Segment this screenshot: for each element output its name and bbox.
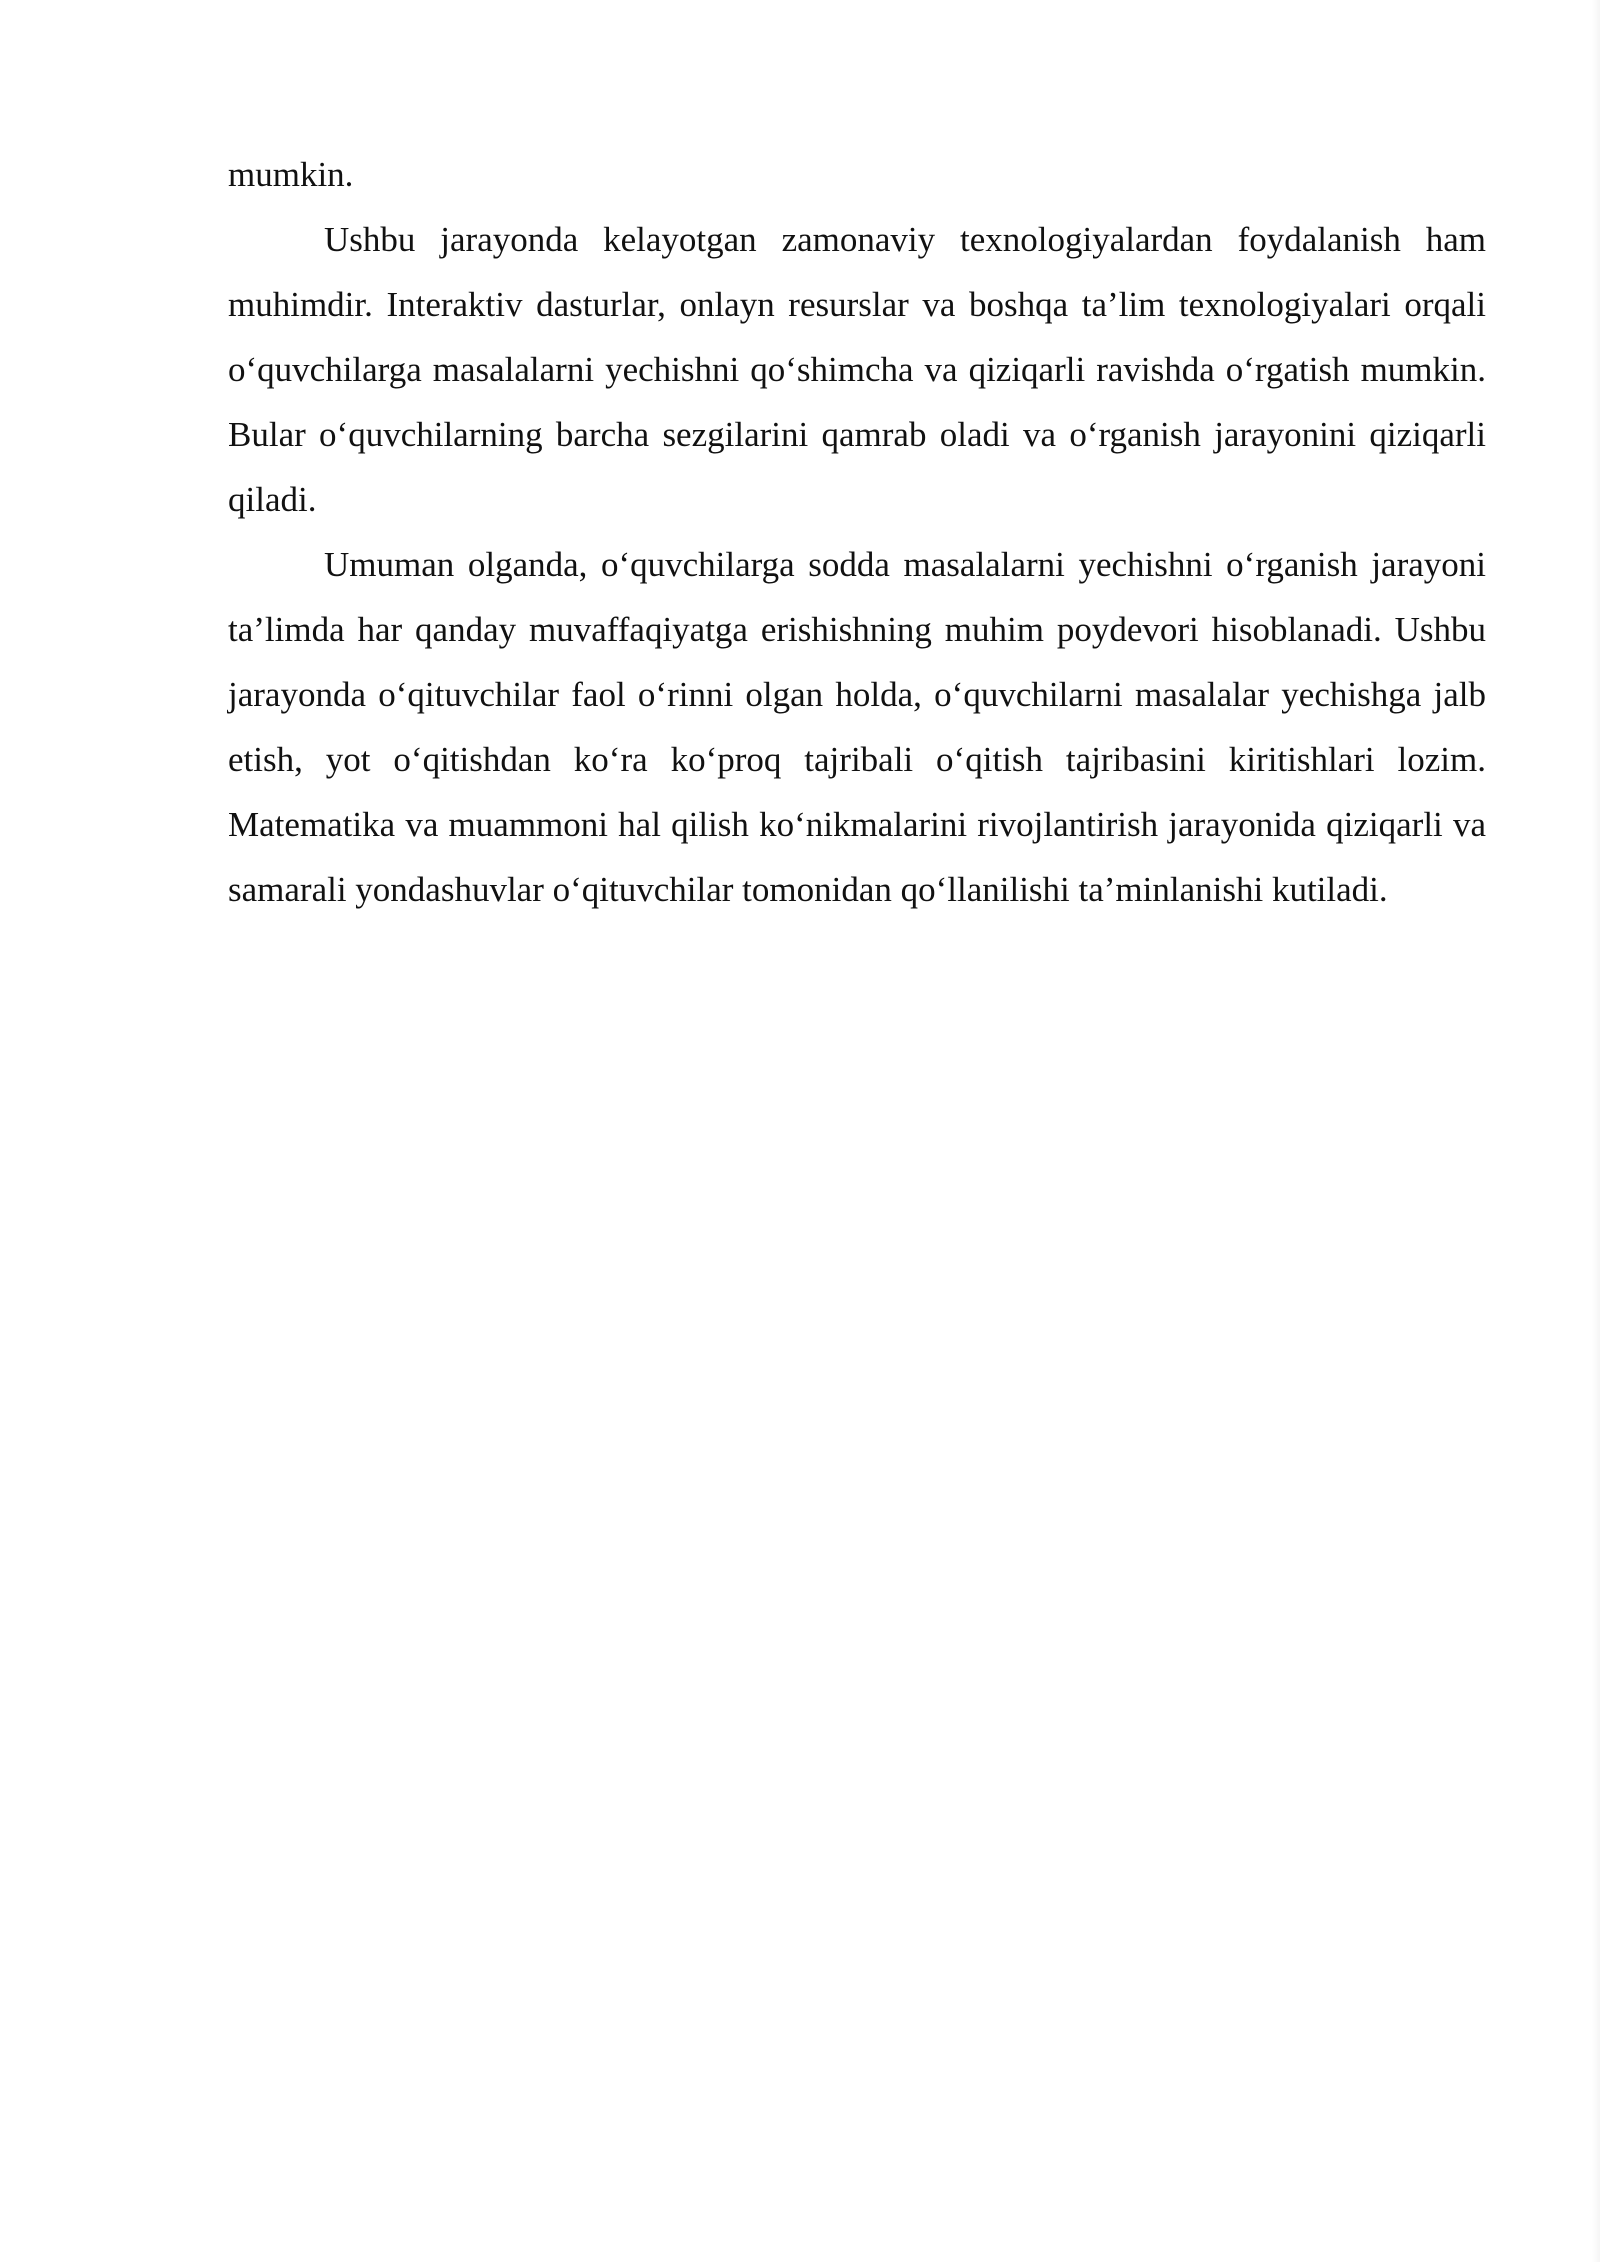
paragraph-technology: Ushbu jarayonda kelayotgan zamonaviy texnologiyalardan foydalanish ham muhimdir. Interaktiv dasturlar, onlayn resurslar va boshqa ta’lim texnologiyalari orqali o‘quvchilarga masalalarni yechishni qo‘shimcha va qiziqarli ravishda o‘rgatish mumkin. Bular o‘quvchilarning barcha sezgilarini qamrab oladi va o‘rganish jarayonini qiziqarli qiladi. xyxy=(228,220,1486,519)
paragraph-continuation: mumkin. xyxy=(228,155,354,194)
page-edge-shadow xyxy=(1592,0,1600,2262)
body-text xyxy=(228,142,1486,922)
paragraph-conclusion: Umuman olganda, o‘quvchilarga sodda masalalarni yechishni o‘rganish jarayoni ta’limda har qanday muvaffaqiyatga erishishning muhim poydevori hisoblanadi. Ushbu jarayonda o‘qituvchilar faol o‘rinni olgan holda, o‘quvchilarni masalalar yechishga jalb etish, yot o‘qitishdan ko‘ra ko‘proq tajribali o‘qitish tajribasini kiritishlari lozim. Matematika va muammoni hal qilish ko‘nikmalarini rivojlantirish jarayonida qiziqarli va samarali yondashuvlar o‘qituvchilar tomonidan qo‘llanilishi ta’minlanishi kutiladi. xyxy=(228,545,1486,909)
